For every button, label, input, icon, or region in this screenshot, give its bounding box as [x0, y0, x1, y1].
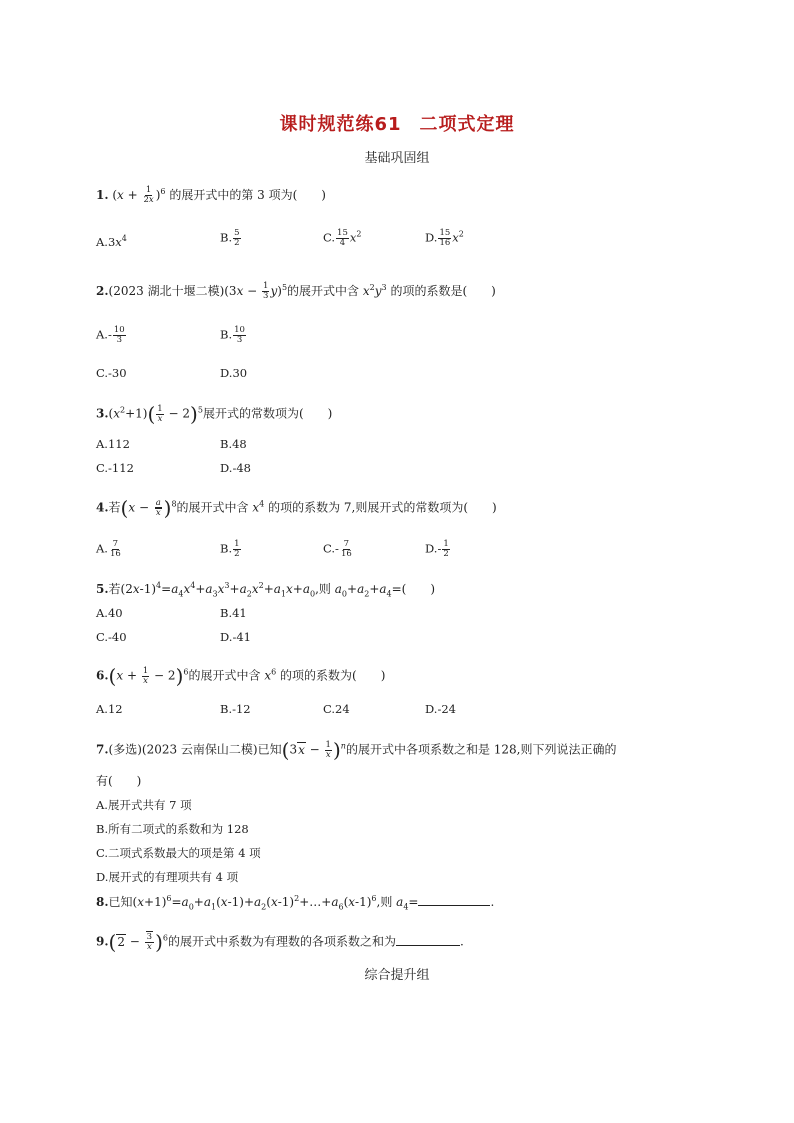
option-a: A.12 — [96, 702, 123, 716]
question-7: 7.(多选)(2023 云南保山二模)已知(3x − $\frac{1}{x}$ )$^n$的展开式中各项系数之和是 128,则下列说法正确的 — [96, 738, 617, 762]
option-b: B.所有二项式的系数和为 128 — [96, 822, 249, 836]
option-d: D.-48 — [220, 461, 251, 475]
question-text: 的展开式中的第 3 项为( ) — [169, 188, 326, 202]
option-c: C.- $\frac{7}{16}$ — [323, 539, 352, 559]
option-c: C.-30 — [96, 366, 127, 380]
option-c: C.二项式系数最大的项是第 4 项 — [96, 846, 261, 860]
option-a: A.展开式共有 7 项 — [96, 798, 192, 812]
option-c: C.-112 — [96, 461, 134, 475]
option-a: A.40 — [96, 606, 123, 620]
question-3: $3.(x^2+1)$( $\frac{1}{x}$ − 2)$^5$展开式的常数项为( ) — [96, 402, 333, 426]
title-topic: 二项式定理 — [419, 114, 515, 135]
option-b: B.41 — [220, 606, 247, 620]
option-d: D.- $\frac{1}{2}$ — [425, 539, 449, 559]
section-basic: 基础巩固组 — [364, 151, 430, 166]
option-d: D.30 — [220, 366, 248, 380]
option-b: B.48 — [220, 437, 247, 451]
option-b: B. $\frac{5}{2}$ — [220, 228, 240, 248]
option-b: B. $\frac{1}{2}$ — [220, 539, 240, 559]
question-1: 1. (x + $\frac{1}{2x}$ )$^6$ 的展开式中的第 3 项为( ) — [96, 185, 326, 205]
option-d: D.-41 — [220, 630, 251, 644]
title-main: 课时规范练61 — [279, 114, 402, 135]
option-c: C. $\frac{15}{4}$ $x^2$ — [323, 228, 362, 248]
option-c: C.24 — [323, 702, 350, 716]
option-a: A.- $\frac{10}{3}$ — [96, 325, 125, 345]
option-b: B.-12 — [220, 702, 251, 716]
option-c: C.-40 — [96, 630, 127, 644]
question-6: 6.(x + $\frac{1}{x}$ − 2)$^6$的展开式中含 $x^6$ 的项的系数为( ) — [96, 664, 386, 688]
question-5: 5.若$(2x-1)^4=a_4x^4+a_3x^3+a_2x^2+a_1x+a_0$,则 $a_0+a_2+a_4=$( ) — [96, 581, 436, 599]
page-title — [0, 110, 794, 136]
option-d: D. $\frac{15}{16}$ $x^2$ — [425, 228, 464, 248]
question-number: 1. — [96, 188, 109, 202]
question-9: 9.(2 − $\frac{3}{x}$ )$^6$的展开式中系数为有理数的各项系数之和为 . — [96, 930, 464, 954]
option-a: A. $\frac{7}{16}$ — [96, 539, 121, 559]
option-b: B. $\frac{10}{3}$ — [220, 325, 245, 345]
question-4: 4.若(x − $\frac{a}{x}$ )$^8$的展开式中含 $x^4$ 的项的系数为 7,则展开式的常数项为( ) — [96, 496, 497, 520]
option-a: $A.3x^4$ — [96, 234, 127, 249]
question-2: 2.(2023 湖北十堰二模)(3x − $\frac{1}{3}$ y)$^5$的展开式中含 $x^2y^3$ 的项的系数是( ) — [96, 281, 496, 301]
question-7-line2: 有( ) — [96, 774, 142, 788]
answer-blank[interactable] — [396, 935, 460, 946]
question-8: 8.已知$(x+1)^6=a_0+a_1(x-1)+a_2(x-1)^2+\dots+a_6(x-1)^6$,则 $a_4=$ . — [96, 894, 495, 912]
answer-blank[interactable] — [418, 895, 490, 906]
option-d: D.展开式的有理项共有 4 项 — [96, 870, 239, 884]
option-a: A.112 — [96, 437, 130, 451]
section-advanced: 综合提升组 — [364, 968, 430, 983]
option-d: D.-24 — [425, 702, 456, 716]
